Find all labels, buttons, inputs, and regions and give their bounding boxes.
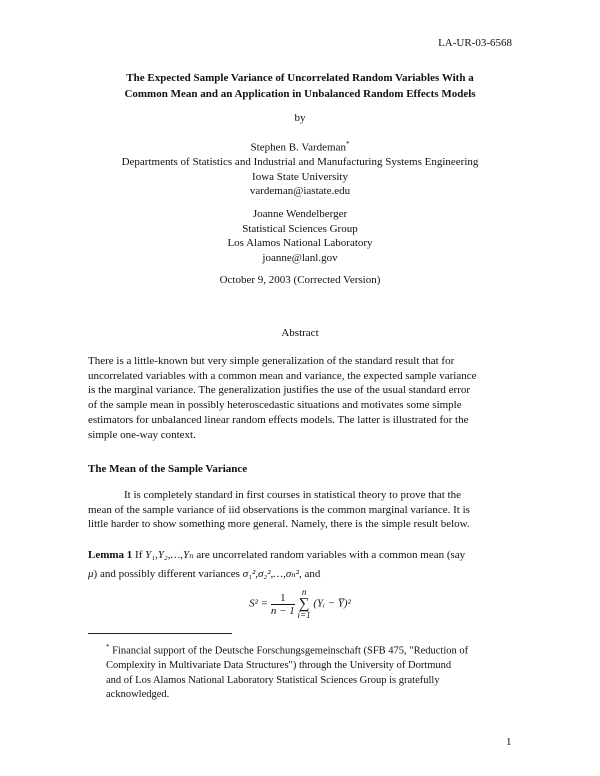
author-email: vardeman@iastate.edu — [249, 185, 351, 198]
lemma-text: , and — [299, 568, 321, 580]
report-id: LA-UR-03-6568 — [438, 37, 512, 49]
footnote-line: * Financial support of the Deutsche Forschungsgemeinschaft (SFB 475, "Reduction of — [106, 643, 469, 657]
formula-fraction — [271, 592, 295, 617]
footnote-line: Complexity in Multivariate Data Structures") through the University of Dortmund — [106, 660, 452, 671]
abstract-line: simple one-way context. — [88, 428, 196, 441]
lemma — [88, 546, 512, 584]
lemma-if: If — [135, 549, 143, 561]
abstract-line: uncorrelated variables with a common mean and variance, the expected sample variance — [88, 369, 477, 382]
paragraph-line: It is completely standard in first courses in statistical theory to prove that the — [124, 489, 461, 501]
footnote-mark: * — [106, 643, 110, 651]
sum-symbol: ∑ — [298, 596, 310, 612]
author-dept: Statistical Sciences Group — [242, 222, 358, 235]
paragraph — [88, 488, 512, 532]
formula-lhs: S² = — [249, 597, 269, 610]
abstract-line: is the marginal variance. The generalization justifies the use of the usual standard error — [88, 384, 471, 397]
author-name: Joanne Wendelberger — [252, 208, 348, 220]
formula-sum — [298, 588, 311, 620]
lemma-label: Lemma 1 — [88, 549, 133, 561]
section-heading: The Mean of the Sample Variance — [88, 463, 248, 475]
lemma-line-2 — [88, 565, 512, 584]
abstract-line: estimators for unbalanced linear random effects models. The latter is illustrated for the — [88, 413, 469, 426]
lemma-mu: μ — [88, 568, 94, 580]
abstract-line: There is a little-known but very simple generalization of the standard result that for — [88, 355, 455, 367]
paragraph-line: mean of the sample variance of iid observations is the common marginal variance. It is — [88, 503, 470, 516]
abstract-body — [88, 354, 512, 442]
title-line: Common Mean and an Application in Unbalanced Random Effects Models — [124, 88, 476, 100]
abstract-line: of the sample mean in possibly heteroscedastic situations and motivates some simple — [88, 399, 462, 412]
sum-upper: n — [301, 587, 307, 597]
abstract-heading: Abstract — [281, 327, 319, 339]
author-block-2 — [88, 207, 512, 265]
lemma-sigmas: σ₁²,σ₂²,…,σₙ² — [242, 568, 300, 580]
lemma-vars: Y₁,Y₂,…,Yₙ — [145, 549, 194, 561]
fraction-denominator: n − 1 — [270, 604, 295, 617]
title-line: The Expected Sample Variance of Uncorrelated Random Variables With a — [126, 72, 474, 84]
paragraph-line: little harder to show something more general. Namely, there is the simple result below. — [88, 518, 470, 531]
by-line: by — [294, 112, 306, 124]
date: October 9, 2003 (Corrected Version) — [219, 274, 381, 286]
footnote — [106, 640, 516, 703]
lemma-text: ) and possibly different variances — [93, 568, 240, 580]
sample-variance-formula — [0, 588, 600, 620]
page-number: 1 — [506, 736, 512, 748]
author-name: Stephen B. Vardeman* — [250, 140, 350, 154]
author-email: joanne@lanl.gov — [262, 251, 338, 264]
lemma-line-1 — [88, 546, 512, 565]
footnote-line: and of Los Alamos National Laboratory Statistical Sciences Group is gratefully — [106, 674, 440, 686]
paper-title — [88, 70, 512, 102]
author-block-1 — [88, 137, 512, 199]
author-institution: Iowa State University — [252, 170, 348, 183]
author-dept: Departments of Statistics and Industrial and Manufacturing Systems Engineering — [121, 156, 479, 169]
sum-lower: i=1 — [297, 610, 311, 620]
formula-body: (Yᵢ − Y̅)² — [313, 597, 351, 610]
fraction-numerator: 1 — [271, 592, 295, 605]
author-institution: Los Alamos National Laboratory — [227, 237, 373, 249]
footnote-marker: * — [345, 140, 350, 148]
lemma-text: are uncorrelated random variables with a common mean (say — [196, 549, 466, 561]
footnote-divider — [88, 633, 232, 634]
footnote-line: acknowledged. — [106, 689, 170, 700]
